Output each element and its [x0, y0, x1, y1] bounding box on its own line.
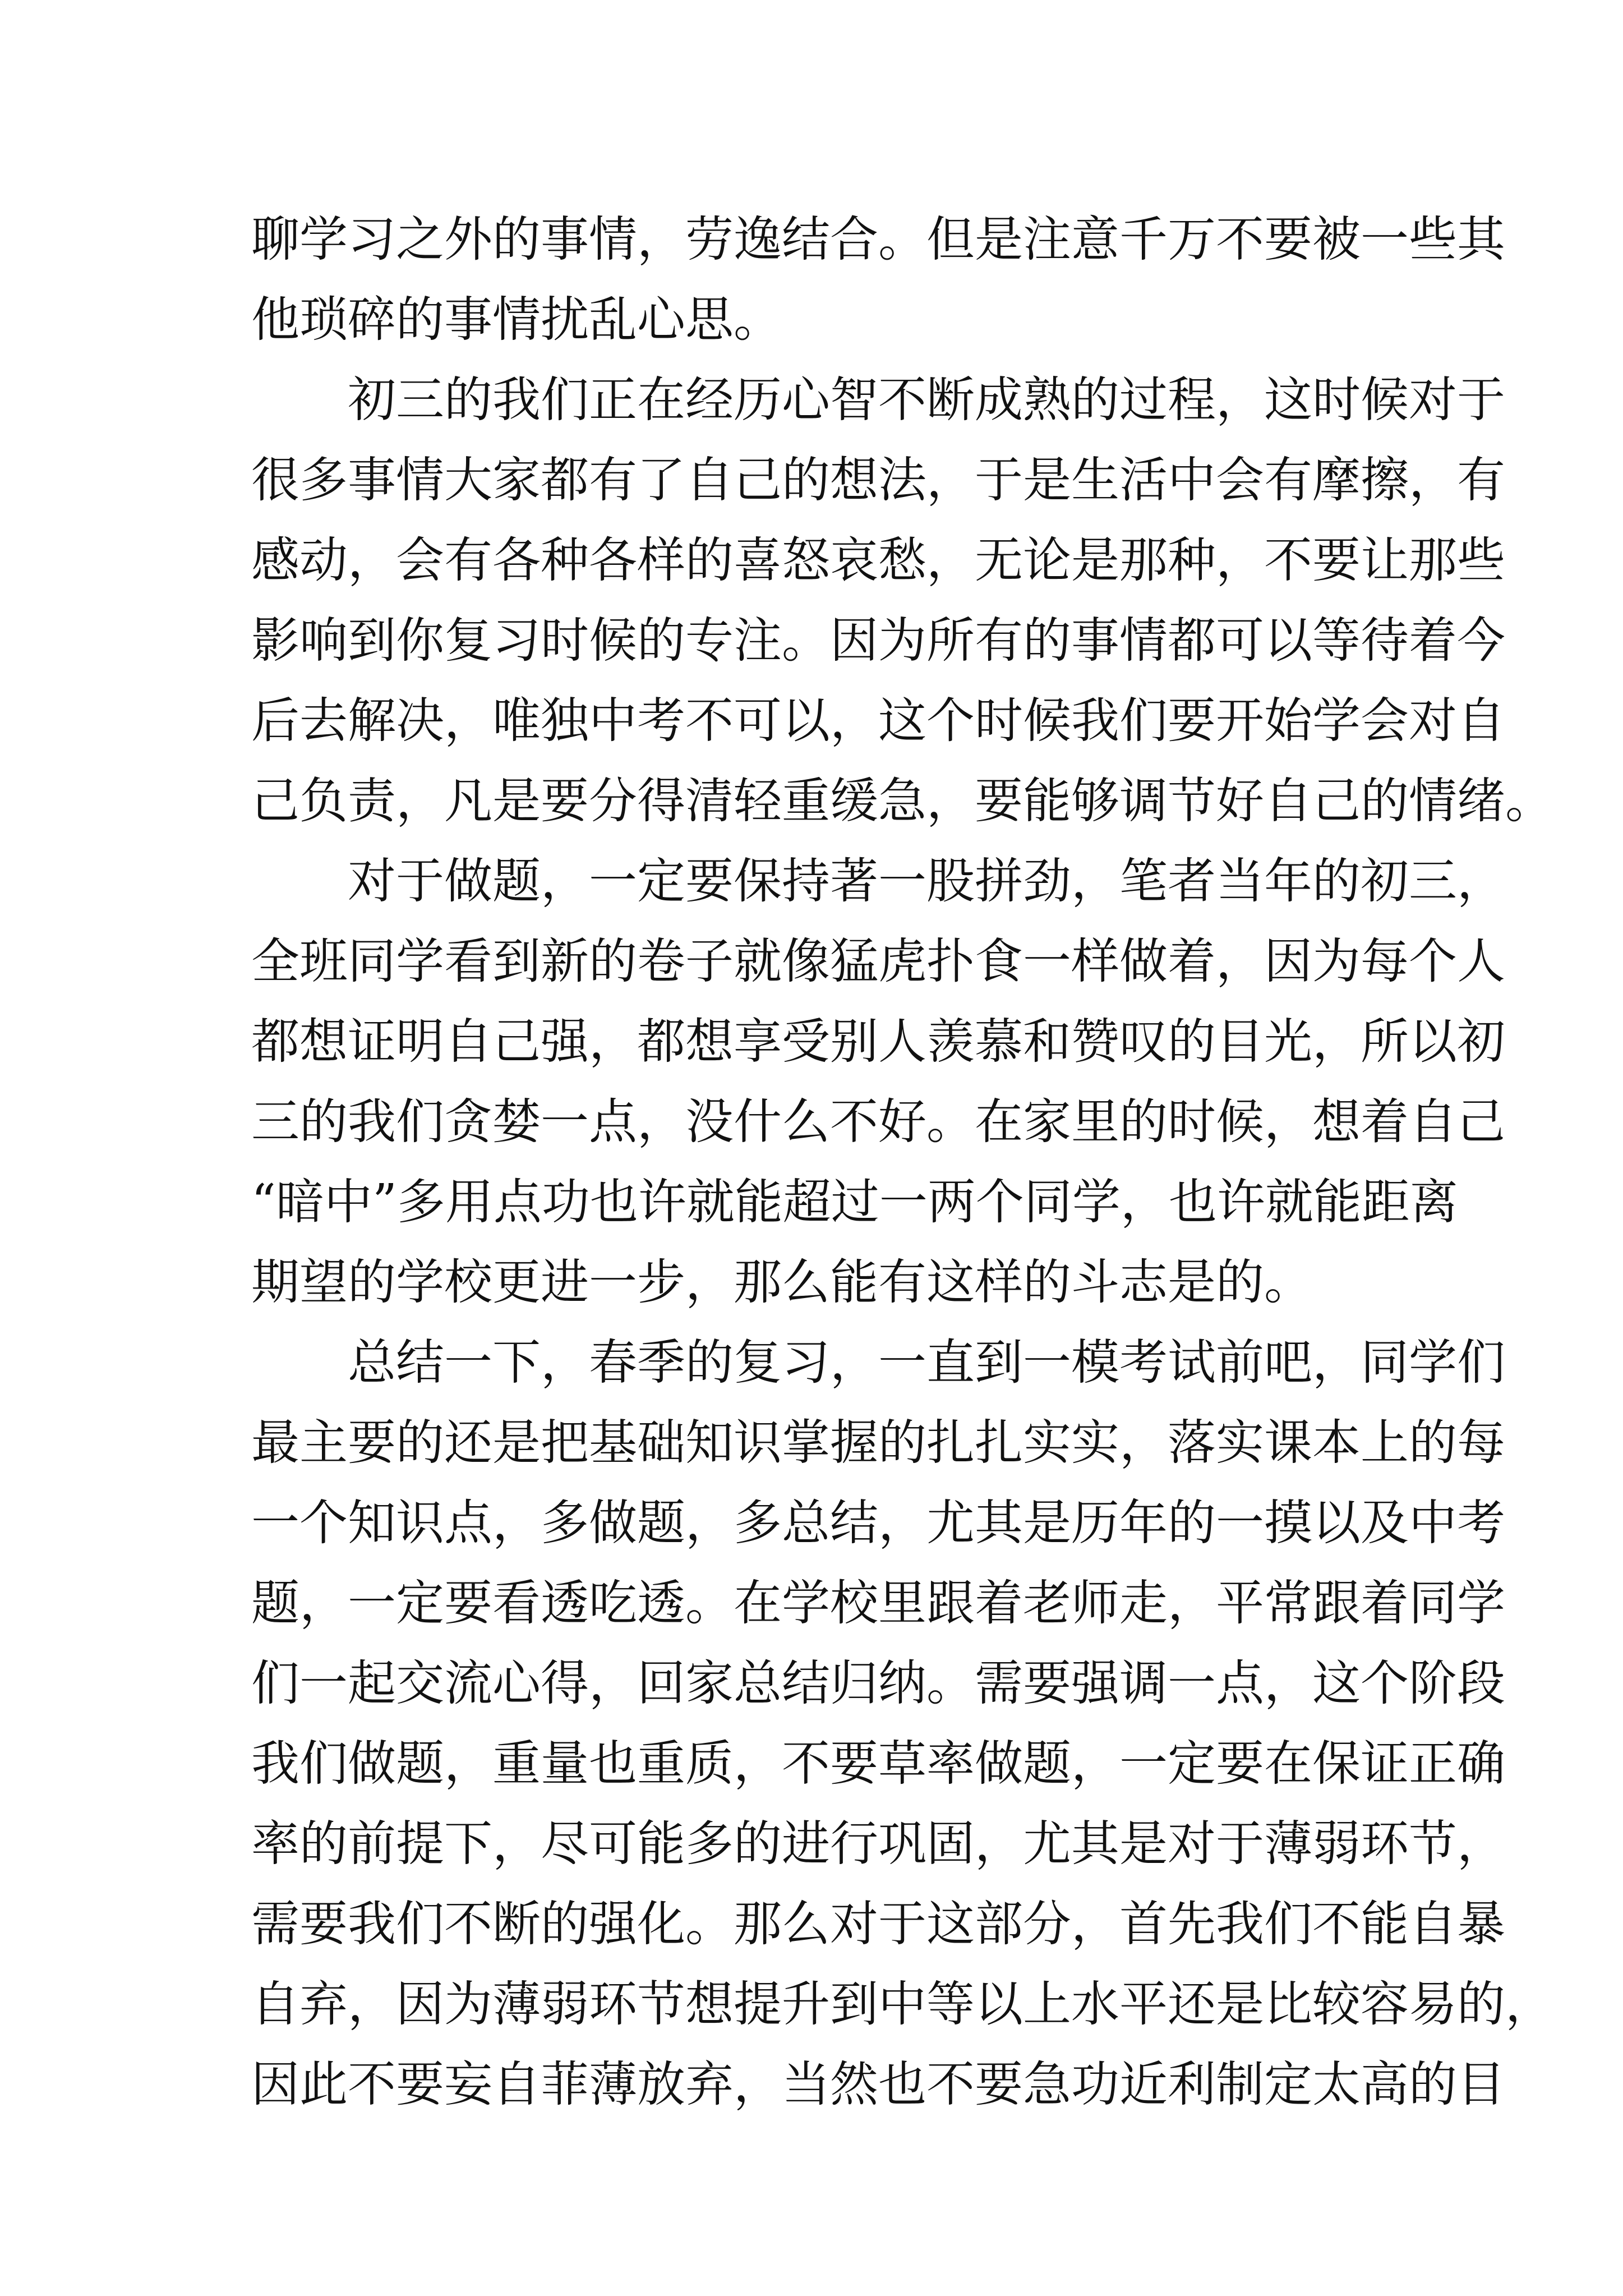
text-line: 期望的学校更进一步，那么能有这样的斗志是的。	[251, 1254, 1312, 1310]
paragraph-first-line: 初三的我们正在经历心智不断成熟的过程，这时候对于	[348, 372, 1505, 428]
text-line: 感动，会有各种各样的喜怒哀愁，无论是那种，不要让那些	[251, 532, 1505, 588]
text-line: 最主要的还是把基础知识掌握的扎扎实实，落实课本上的每	[251, 1415, 1505, 1471]
text-line: 后去解决，唯独中考不可以，这个时候我们要开始学会对自	[251, 693, 1505, 749]
text-line: 因此不要妄自菲薄放弃，当然也不要急功近利制定太高的目	[251, 2056, 1505, 2113]
text-line: 他琐碎的事情扰乱心思。	[251, 292, 782, 348]
text-line: 题，一定要看透吃透。在学校里跟着老师走，平常跟着同学	[251, 1575, 1505, 1631]
text-line: 聊学习之外的事情，劳逸结合。但是注意千万不要被一些其	[251, 211, 1505, 268]
text-line: 们一起交流心得，回家总结归纳。需要强调一点，这个阶段	[251, 1655, 1505, 1711]
text-line: 率的前提下，尽可能多的进行巩固，尤其是对于薄弱环节，	[251, 1816, 1505, 1872]
text-line: 影响到你复习时候的专注。因为所有的事情都可以等待着今	[251, 613, 1505, 669]
text-line: 全班同学看到新的卷子就像猛虎扑食一样做着，因为每个人	[251, 933, 1505, 990]
text-line: “暗中”多用点功也许就能超过一两个同学，也许就能距离	[251, 1174, 1458, 1230]
text-line: 我们做题，重量也重质，不要草率做题，一定要在保证正确	[251, 1736, 1505, 1792]
paragraph-first-line: 总结一下，春季的复习，一直到一模考试前吧，同学们	[348, 1335, 1505, 1391]
text-line: 三的我们贪婪一点，没什么不好。在家里的时候，想着自己	[251, 1094, 1505, 1150]
text-line: 自弃，因为薄弱环节想提升到中等以上水平还是比较容易的，	[251, 1976, 1553, 2032]
text-line: 很多事情大家都有了自己的想法，于是生活中会有摩擦，有	[251, 452, 1505, 508]
paragraph-first-line: 对于做题，一定要保持著一股拼劲，笔者当年的初三，	[348, 853, 1505, 909]
document-body	[251, 200, 1553, 2125]
text-line: 己负责，凡是要分得清轻重缓急，要能够调节好自己的情绪。	[251, 773, 1553, 829]
text-line: 需要我们不断的强化。那么对于这部分，首先我们不能自暴	[251, 1896, 1505, 1952]
text-line: 一个知识点，多做题，多总结，尤其是历年的一摸以及中考	[251, 1495, 1505, 1551]
text-line: 都想证明自己强，都想享受别人羡慕和赞叹的目光，所以初	[251, 1014, 1505, 1070]
